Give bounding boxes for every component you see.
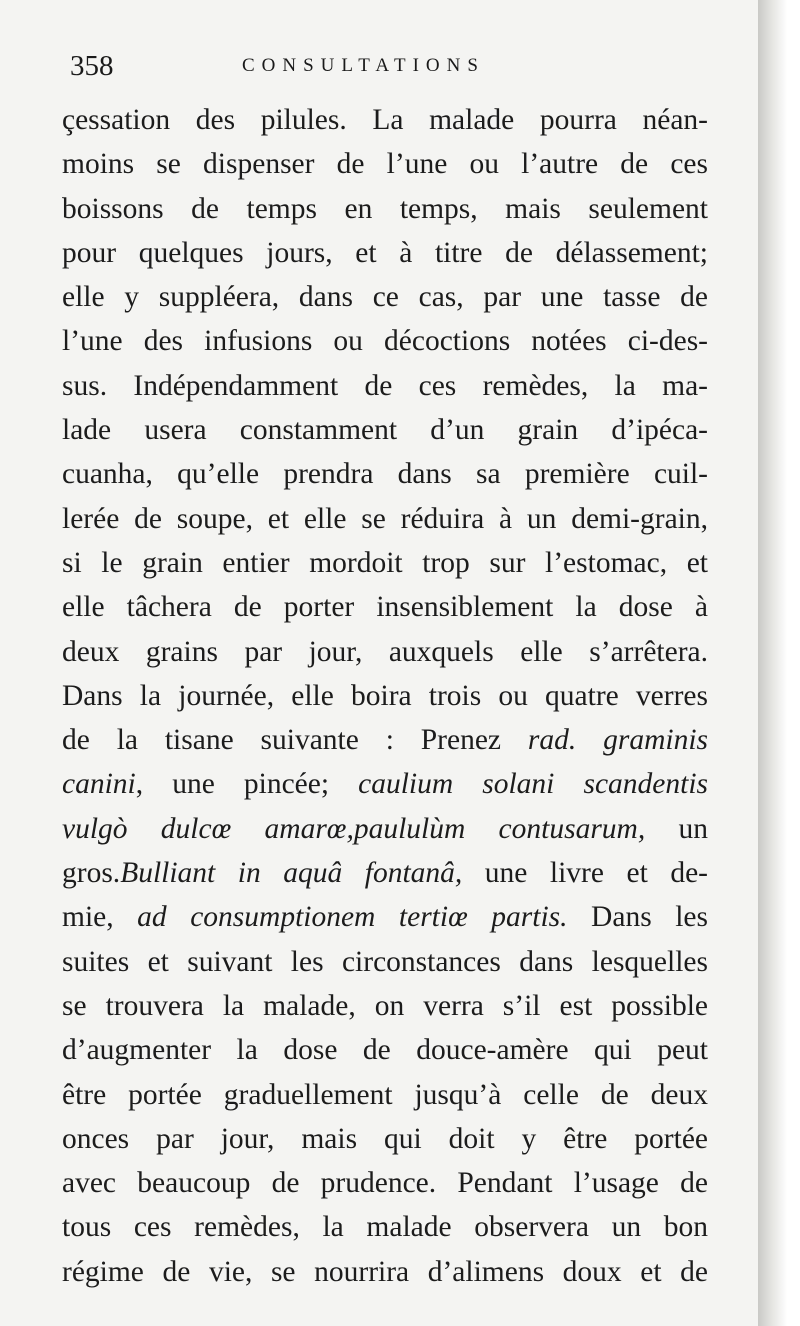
italic-text: vulgò dulcœ amarœ,paululùm contusarum, xyxy=(62,812,646,845)
text-segment: moins se dispenser de l’une ou l’autre de ces xyxy=(62,148,708,181)
page-header xyxy=(70,46,710,86)
text-segment: être portée graduellement jusqu’à celle de deux xyxy=(62,1078,708,1111)
text-segment: d’augmenter la dose de douce-amère qui peut xyxy=(62,1034,708,1067)
text-segment: une livre et de- xyxy=(462,857,708,890)
text-segment: , une pincée; xyxy=(135,768,359,801)
text-segment: régime de vie, se nourrira d’alimens doux et de xyxy=(62,1255,708,1288)
text-line xyxy=(62,940,708,984)
body-text xyxy=(62,98,708,1294)
text-segment: tous ces remèdes, la malade observera un bon xyxy=(62,1211,708,1244)
text-segment: sus. Indépendamment de ces remèdes, la ma- xyxy=(62,369,708,402)
text-line xyxy=(62,98,708,142)
text-segment: Dans la journée, elle boira trois ou quatre verres xyxy=(62,679,708,712)
page-number: 358 xyxy=(70,50,114,82)
text-segment: l’une des infusions ou décoctions notées ci-des- xyxy=(62,325,708,358)
text-line xyxy=(62,895,708,939)
text-line xyxy=(62,142,708,186)
text-line xyxy=(62,1117,708,1161)
text-line xyxy=(62,187,708,231)
text-segment: gros. xyxy=(62,857,121,890)
text-line xyxy=(62,630,708,674)
text-segment: suites et suivant les circonstances dans lesquelles xyxy=(62,945,708,978)
text-line xyxy=(62,807,708,851)
text-segment: de la tisane suivante : Prenez xyxy=(62,724,528,757)
text-segment: elle tâchera de porter insensiblement la dose à xyxy=(62,591,708,624)
text-line xyxy=(62,674,708,718)
italic-text: canini xyxy=(62,768,136,801)
text-line xyxy=(62,275,708,319)
text-segment: un xyxy=(645,812,709,845)
text-line xyxy=(62,585,708,629)
text-line xyxy=(62,541,708,585)
italic-text: Bulliant in aquâ fontanâ, xyxy=(120,857,463,890)
text-line xyxy=(62,497,708,541)
text-line xyxy=(62,718,708,762)
text-line xyxy=(62,231,708,275)
text-segment: pour quelques jours, et à titre de délassement; xyxy=(62,236,708,269)
text-segment: çessation des pilules. La malade pourra néan- xyxy=(62,104,708,136)
text-line xyxy=(62,408,708,452)
text-segment: avec beaucoup de prudence. Pendant l’usage de xyxy=(62,1167,708,1200)
text-segment: cuanha, qu’elle prendra dans sa première cuil- xyxy=(62,458,708,491)
text-segment: lerée de soupe, et elle se réduira à un demi-grain, xyxy=(62,502,708,535)
text-segment: onces par jour, mais qui doit y être portée xyxy=(62,1122,708,1155)
running-head: CONSULTATIONS xyxy=(242,55,485,76)
text-segment: boissons de temps en temps, mais seulement xyxy=(62,192,708,225)
text-segment: Dans les xyxy=(567,901,708,934)
text-line xyxy=(62,762,708,806)
text-segment: deux grains par jour, auxquels elle s’arrêtera. xyxy=(62,635,708,668)
text-line xyxy=(62,319,708,363)
text-segment: lade usera constamment d’un grain d’ipéca- xyxy=(62,414,708,447)
italic-text: caulium solani scandentis xyxy=(358,768,708,801)
italic-text: ad consumptionem tertiœ partis. xyxy=(137,901,568,934)
text-segment: mie, xyxy=(62,901,138,934)
text-line xyxy=(62,851,708,895)
text-line xyxy=(62,1250,708,1294)
text-line xyxy=(62,1028,708,1072)
text-line xyxy=(62,452,708,496)
text-line xyxy=(62,1205,708,1249)
text-segment: elle y suppléera, dans ce cas, par une tasse de xyxy=(62,281,708,314)
text-line xyxy=(62,984,708,1028)
text-line xyxy=(62,364,708,408)
text-line xyxy=(62,1161,708,1205)
text-segment: si le grain entier mordoit trop sur l’estomac, et xyxy=(62,546,708,579)
text-line xyxy=(62,1073,708,1117)
italic-text: rad. graminis xyxy=(527,724,708,757)
text-segment: se trouvera la malade, on verra s’il est possible xyxy=(62,989,708,1022)
page-edge xyxy=(758,0,800,1326)
